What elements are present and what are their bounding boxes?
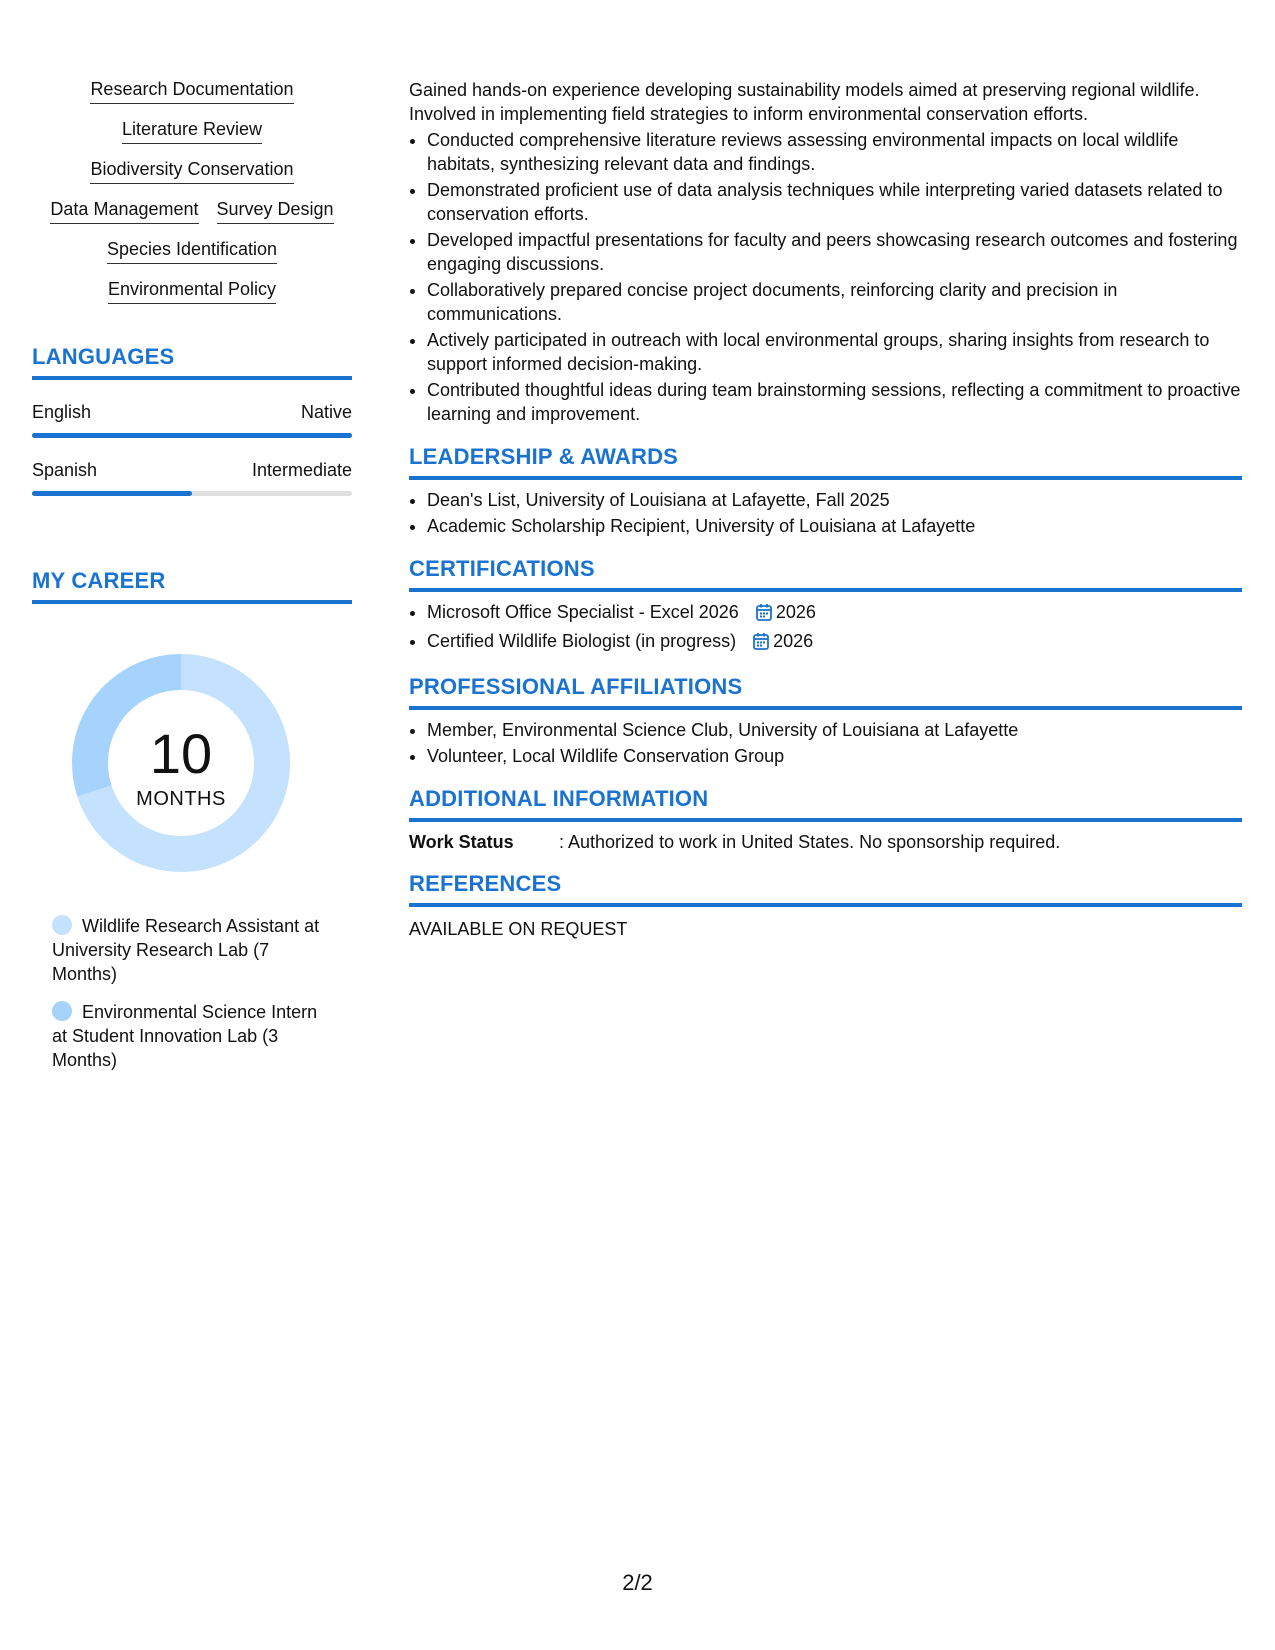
legend-dot — [52, 915, 72, 935]
work-status-row — [409, 832, 1242, 853]
legend-item — [52, 1000, 332, 1072]
affiliations-title: PROFESSIONAL AFFILIATIONS — [409, 674, 1242, 710]
certification-item — [427, 600, 1242, 627]
skill-tag: Biodiversity Conservation — [90, 158, 293, 184]
language-item — [32, 402, 352, 438]
skill-tag: Research Documentation — [90, 78, 293, 104]
certification-year: 2026 — [773, 631, 814, 651]
additional-title: ADDITIONAL INFORMATION — [409, 786, 1242, 822]
career-total-unit: MONTHS — [136, 788, 226, 810]
leadership-item: • Dean's List, University of Louisiana at Lafayette, Fall 2025 — [427, 488, 1242, 512]
work-status-value: : Authorized to work in United States. No sponsorship required. — [559, 832, 1061, 852]
certification-year: 2026 — [775, 602, 816, 622]
certification-name: Certified Wildlife Biologist (in progress) — [427, 631, 737, 651]
language-bar — [32, 491, 352, 496]
leadership-list — [409, 488, 1242, 538]
references-section — [409, 871, 1242, 941]
languages-title: LANGUAGES — [32, 344, 352, 380]
calendar-icon — [756, 603, 772, 627]
skills-list — [32, 78, 352, 304]
affiliations-section — [409, 674, 1242, 768]
skill-tag: Literature Review — [122, 118, 262, 144]
skill-tag: Data Management — [50, 198, 198, 224]
legend-dot — [52, 1001, 72, 1021]
leadership-section — [409, 444, 1242, 538]
additional-section — [409, 786, 1242, 853]
references-title: REFERENCES — [409, 871, 1242, 907]
experience-bullet: • Demonstrated proficient use of data analysis techniques while interpreting varied datasets related to conservation efforts. — [427, 178, 1242, 226]
career-total-number: 10 — [149, 722, 213, 785]
certifications-list — [409, 600, 1242, 656]
skill-tag: Environmental Policy — [108, 278, 276, 304]
language-bar-fill — [32, 433, 352, 438]
certifications-section — [409, 556, 1242, 656]
languages-section — [32, 344, 352, 496]
language-item — [32, 460, 352, 496]
career-donut — [66, 648, 296, 878]
leadership-title: LEADERSHIP & AWARDS — [409, 444, 1242, 480]
affiliation-item: • Volunteer, Local Wildlife Conservation Group — [427, 744, 1242, 768]
affiliation-item: • Member, Environmental Science Club, University of Louisiana at Lafayette — [427, 718, 1242, 742]
skill-tag: Survey Design — [217, 198, 334, 224]
experience-bullet: • Developed impactful presentations for faculty and peers showcasing research outcomes and fostering engaging discussions. — [427, 228, 1242, 276]
language-name: English — [32, 402, 92, 422]
experience-bullets — [409, 128, 1242, 426]
leadership-item: • Academic Scholarship Recipient, University of Louisiana at Lafayette — [427, 514, 1242, 538]
legend-item — [52, 914, 332, 986]
experience-bullet: • Conducted comprehensive literature reviews assessing environmental impacts on local wildlife habitats, synthesizing relevant data and findings. — [427, 128, 1242, 176]
career-legend — [52, 914, 332, 1072]
language-bar-fill — [32, 491, 192, 496]
left-column — [32, 78, 352, 1086]
legend-label: Wildlife Research Assistant at University Research Lab (7 Months) — [52, 916, 320, 984]
certification-item — [427, 629, 1242, 656]
experience-intro: Gained hands-on experience developing sustainability models aimed at preserving regional wildlife. Involved in implementing field strategies to inform environmental conservation efforts. — [409, 80, 1200, 124]
work-status-label: Work Status — [409, 832, 514, 852]
language-level: Intermediate — [251, 460, 352, 480]
calendar-icon — [753, 632, 769, 656]
affiliations-list — [409, 718, 1242, 768]
language-name: Spanish — [32, 460, 98, 480]
language-level: Native — [300, 402, 352, 422]
right-column — [409, 78, 1242, 941]
legend-label: Environmental Science Intern at Student Innovation Lab (3 Months) — [52, 1002, 318, 1070]
career-title: MY CAREER — [32, 568, 352, 604]
references-text: AVAILABLE ON REQUEST — [409, 919, 628, 939]
certification-name: Microsoft Office Specialist - Excel 2026 — [427, 602, 739, 622]
donut-center — [66, 648, 296, 878]
skill-tag: Species Identification — [107, 238, 277, 264]
certifications-title: CERTIFICATIONS — [409, 556, 1242, 592]
language-bar — [32, 433, 352, 438]
experience-bullet: • Contributed thoughtful ideas during team brainstorming sessions, reflecting a commitment to proactive learning and improvement. — [427, 378, 1242, 426]
career-section — [32, 568, 352, 1072]
experience-bullet: • Collaboratively prepared concise project documents, reinforcing clarity and precision in communications. — [427, 278, 1242, 326]
experience-bullet: • Actively participated in outreach with local environmental groups, sharing insights from research to support informed decision-making. — [427, 328, 1242, 376]
page-number: 2/2 — [622, 1570, 653, 1595]
